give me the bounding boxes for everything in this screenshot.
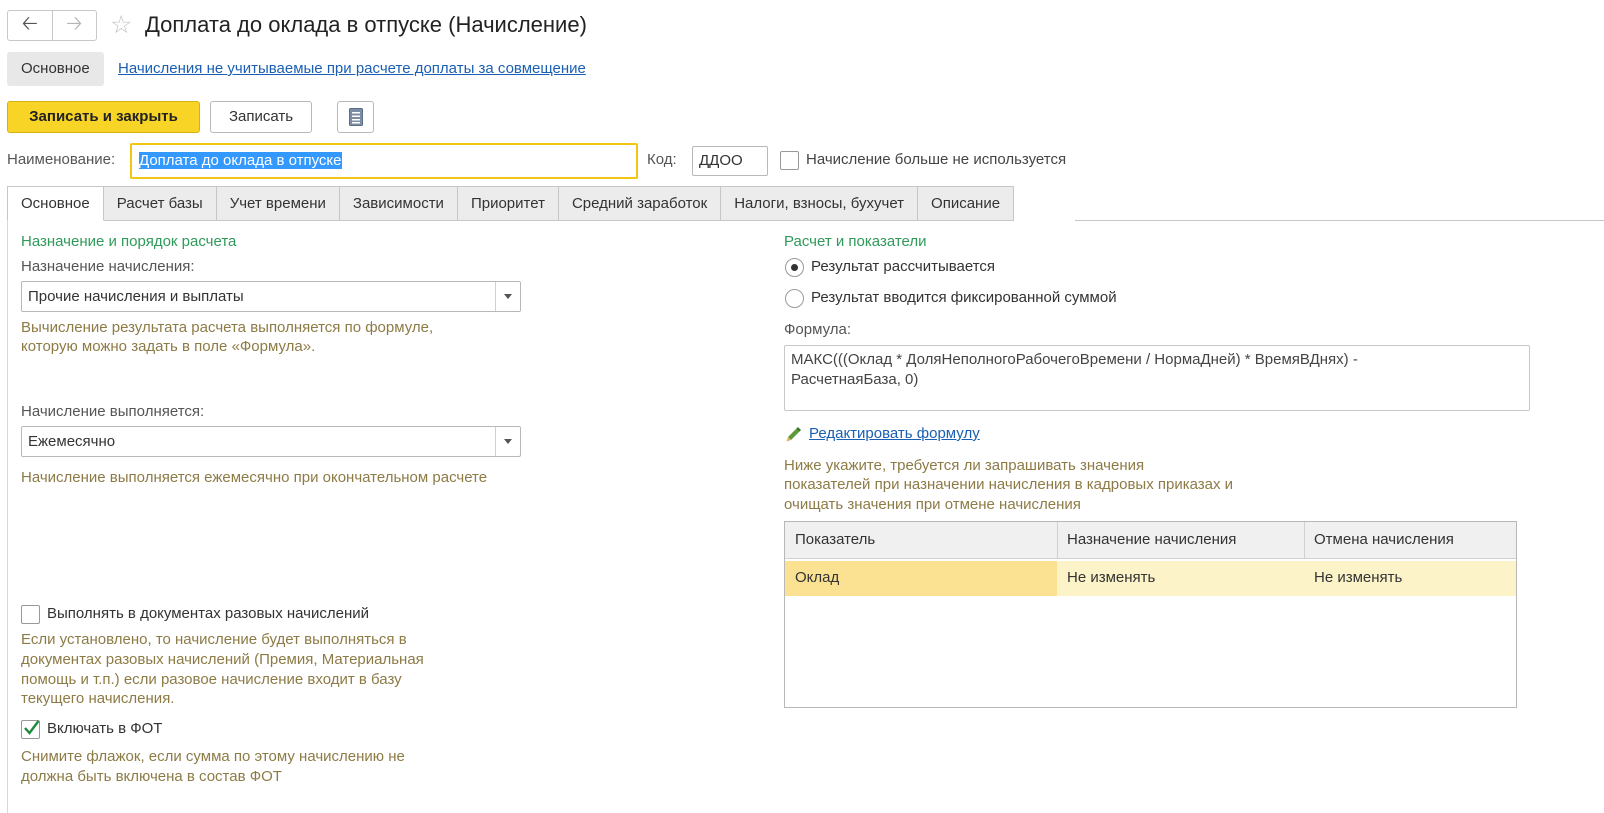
tab-average-earnings[interactable]: Средний заработок <box>559 186 721 221</box>
document-report-button[interactable] <box>337 101 374 133</box>
purpose-label: Назначение начисления: <box>21 258 195 275</box>
document-list-icon <box>349 108 363 126</box>
purpose-hint-line-1: Вычисление результата расчета выполняется по формуле, <box>21 319 434 336</box>
table-cell-indicator[interactable]: Оклад <box>785 561 1057 596</box>
tab-base-calculation[interactable]: Расчет базы <box>104 186 217 221</box>
code-label: Код: <box>647 151 677 168</box>
navigation-buttons <box>7 10 97 41</box>
purpose-section-title: Назначение и порядок расчета <box>21 233 237 250</box>
radio-result-calculated-label: Результат рассчитывается <box>811 258 996 275</box>
purpose-hint-line-2: которую можно задать в поле «Формула». <box>21 338 316 355</box>
purpose-select[interactable] <box>21 281 521 312</box>
tab-main[interactable]: Основное <box>7 186 104 221</box>
not-used-checkbox[interactable] <box>780 151 799 170</box>
tab-time-tracking[interactable]: Учет времени <box>217 186 340 221</box>
one-time-hint-line-3: помощь и т.п.) если разовое начисление входит в базу <box>21 671 402 688</box>
period-hint: Начисление выполняется ежемесячно при окончательном расчете <box>21 469 488 486</box>
formula-line-1: МАКС(((Оклад * ДоляНеполногоРабочегоВремени / НормаДней) * ВремяВДнях) - <box>791 351 1358 368</box>
forward-arrow-icon[interactable]: 🡢 <box>52 11 97 40</box>
tab-bar <box>7 186 1014 221</box>
period-label: Начисление выполняется: <box>21 403 205 420</box>
period-select-value: Ежемесячно <box>28 433 116 450</box>
name-input[interactable] <box>130 143 638 179</box>
one-time-hint-line-4: текущего начисления. <box>21 690 175 707</box>
one-time-hint-line-2: документах разовых начислений (Премия, Материальная <box>21 651 424 668</box>
not-used-label: Начисление больше не используется <box>806 151 1067 168</box>
indicators-hint-line-3: очищать значения при отмене начисления <box>784 496 1081 513</box>
indicators-hint-line-1: Ниже укажите, требуется ли запрашивать значения <box>784 457 1145 474</box>
section-link-excluded-accruals[interactable]: Начисления не учитываемые при расчете доплаты за совмещение <box>118 60 586 77</box>
period-select[interactable] <box>21 426 521 457</box>
column-header-cancellation[interactable]: Отмена начисления <box>1314 531 1454 548</box>
fot-hint-line-2: должна быть включена в состав ФОТ <box>21 768 282 785</box>
tab-priority[interactable]: Приоритет <box>458 186 559 221</box>
column-header-assignment[interactable]: Назначение начисления <box>1067 531 1237 548</box>
indicators-table <box>784 521 1517 708</box>
table-header <box>785 522 1516 559</box>
tab-dependencies[interactable]: Зависимости <box>340 186 458 221</box>
window-title: Доплата до оклада в отпуске (Начисление) <box>145 12 587 37</box>
table-cell-assignment[interactable]: Не изменять <box>1067 569 1156 586</box>
radio-result-fixed[interactable] <box>785 289 804 308</box>
formula-field[interactable] <box>784 345 1530 411</box>
table-row[interactable] <box>785 561 1516 596</box>
back-arrow-icon[interactable]: 🡠 <box>21 12 38 35</box>
radio-result-fixed-label: Результат вводится фиксированной суммой <box>811 289 1117 306</box>
chevron-down-icon[interactable] <box>495 282 520 311</box>
edit-formula-link[interactable]: Редактировать формулу <box>809 425 980 442</box>
tab-description[interactable]: Описание <box>918 186 1014 221</box>
save-and-close-button[interactable]: Записать и закрыть <box>7 101 200 133</box>
one-time-hint-line-1: Если установлено, то начисление будет выполняться в <box>21 631 407 648</box>
column-header-indicator[interactable]: Показатель <box>795 531 876 548</box>
formula-label: Формула: <box>784 321 852 338</box>
include-fot-checkbox[interactable] <box>21 720 40 739</box>
tab-taxes[interactable]: Налоги, взносы, бухучет <box>721 186 918 221</box>
save-button[interactable]: Записать <box>210 101 312 133</box>
content-left-border <box>7 220 8 813</box>
name-input-value: Доплата до оклада в отпуске <box>139 152 342 169</box>
one-time-checkbox[interactable] <box>21 605 40 624</box>
favorite-star-icon[interactable]: ☆ <box>110 11 133 39</box>
chevron-down-icon[interactable] <box>495 427 520 456</box>
include-fot-label: Включать в ФОТ <box>47 720 163 737</box>
one-time-label: Выполнять в документах разовых начислений <box>47 605 369 622</box>
checkmark-icon <box>23 719 40 736</box>
formula-line-2: РасчетнаяБаза, 0) <box>791 371 919 388</box>
radio-result-calculated[interactable] <box>785 258 804 277</box>
section-main[interactable]: Основное <box>7 52 104 86</box>
indicators-hint-line-2: показателей при назначении начисления в кадровых приказах и <box>784 476 1234 493</box>
calculation-section-title: Расчет и показатели <box>784 233 927 250</box>
pencil-icon <box>785 426 802 447</box>
tab-divider <box>1075 220 1604 221</box>
purpose-select-value: Прочие начисления и выплаты <box>28 288 244 305</box>
name-label: Наименование: <box>7 151 116 168</box>
table-cell-cancellation[interactable]: Не изменять <box>1314 569 1403 586</box>
fot-hint-line-1: Снимите флажок, если сумма по этому начислению не <box>21 748 405 765</box>
code-input[interactable]: ДДОО <box>692 146 768 176</box>
